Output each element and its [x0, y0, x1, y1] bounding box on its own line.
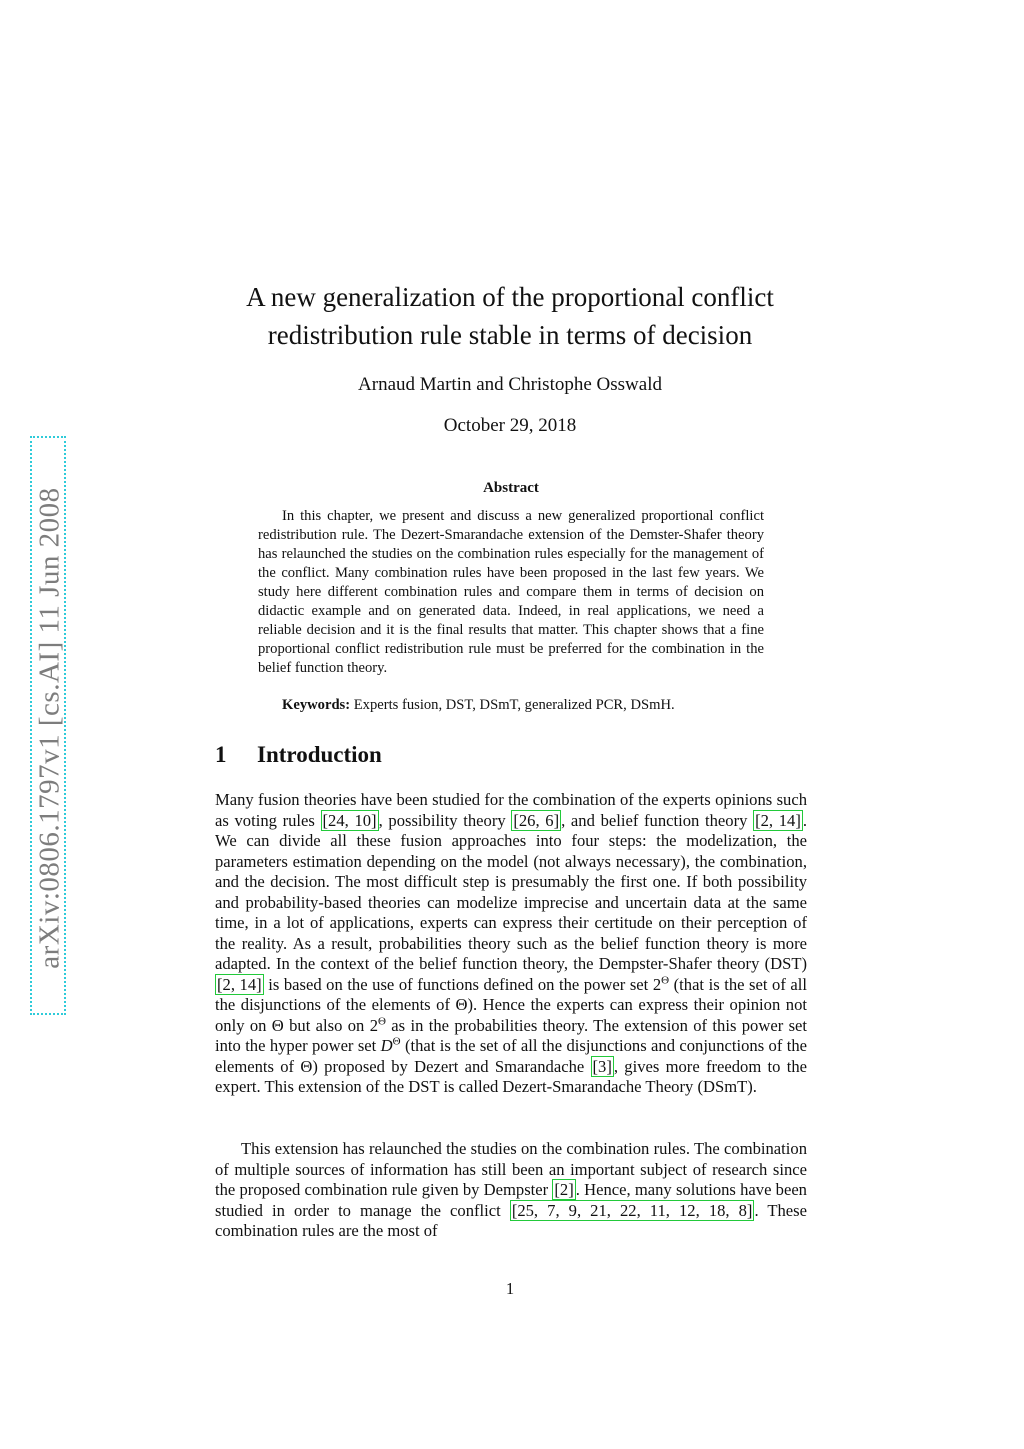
text-run: (that is the set of all the disjunctions of the elements of Θ). Hence the experts can express their opinion not only on Θ but also on 2 — [215, 974, 808, 1035]
text-run: , and belief function theory — [561, 810, 754, 830]
title-line-2: redistribution rule stable in terms of decision — [267, 320, 753, 350]
arxiv-sidebar[interactable] — [30, 436, 66, 1015]
paper-title — [200, 278, 820, 354]
text-run: , possibility theory — [378, 810, 512, 830]
section-heading — [215, 742, 382, 768]
text-run: . We can divide all these fusion approaches into four steps: the modelization, the parameters estimation depending on the model (not always necessary), the combination, and the decision. The most difficult step is presumably the first one. If both possibility and probability-based theories can modelize imprecise and uncertain data at the same time, in a lot of applications, experts can express their certitude on their perception of the reality. As a result, probabilities theory such as the belief function theory is more adapted. In the context of the belief function theory, the Dempster-Shafer theory (DST) — [215, 810, 808, 973]
section-number: 1 — [215, 742, 227, 767]
citation-link[interactable]: [2] — [554, 1180, 574, 1199]
paper-date: October 29, 2018 — [443, 415, 577, 436]
arxiv-identifier: arXiv:0806.1797v1 [cs.AI] 11 Jun 2008 — [33, 487, 66, 969]
citation-link[interactable]: [2, 14] — [217, 974, 262, 994]
text-run: This extension has relaunched the studies on the combination rules. The combination of multiple sources of information has still been an important subject of research since the proposed combination rule given by Dempster — [215, 1139, 807, 1199]
math-symbol: D — [380, 1036, 393, 1055]
keywords-text: Experts fusion, DST, DSmT, generalized PCR, DSmH. — [350, 697, 675, 713]
text-run: Many fusion theories have been studied for the combination of the experts opinions such as voting rules — [215, 790, 807, 830]
citation-link[interactable]: [24, 10] — [322, 810, 377, 830]
abstract-text: In this chapter, we present and discuss a new generalized proportional conflict redistribution rule. The Dezert-Smarandache extension of the Demster-Shafer theory has relaunched the studies on the combination rules especially for the management of the conflict. Many combination rules have been proposed in the last few years. We study here different combination rules and compare them in terms of decision on didactic example and on generated data. Indeed, in real applications, we need a reliable decision and it is the final results that matter. This chapter shows that a fine proportional conflict redistribution rule must be preferred for the combination in the belief function theory. — [258, 508, 764, 676]
text-run: as in the probabilities theory. The extension of this power set into the hyper power set — [215, 1015, 807, 1055]
citation-link[interactable]: [3] — [592, 1056, 612, 1076]
theta-superscript: Θ — [378, 1014, 386, 1027]
text-run: (that is the set of all the disjunctions and conjunctions of the elements of Θ) proposed by Dezert and Smarandache — [215, 1036, 808, 1076]
theta-superscript: Θ — [661, 973, 670, 986]
intro-paragraph-2 — [215, 1139, 807, 1242]
title-line-1: A new generalization of the proportional conflict — [246, 282, 774, 312]
text-run: , gives more freedom to the expert. This extension of the DST is called Dezert-Smarandache Theory (DSmT). — [215, 1056, 807, 1096]
section-title: Introduction — [257, 742, 382, 767]
citation-link[interactable]: [26, 6] — [513, 810, 560, 830]
citation-link[interactable]: [2, 14] — [755, 810, 801, 830]
abstract-heading: Abstract — [483, 480, 539, 496]
intro-paragraph-1 — [215, 790, 807, 1098]
keywords — [258, 696, 764, 715]
theta-superscript: Θ — [392, 1035, 401, 1048]
authors: Arnaud Martin and Christophe Osswald — [358, 374, 662, 395]
citation-link[interactable]: [25, 7, 9, 21, 22, 11, 12, 18, 8] — [511, 1200, 753, 1220]
text-run: . These combination rules are the most of — [215, 1200, 807, 1240]
page-number: 1 — [505, 1279, 515, 1298]
text-run: is based on the use of functions defined on the power set 2 — [263, 974, 662, 994]
keywords-label: Keywords: — [282, 697, 351, 713]
text-run: . Hence, many solutions have been studied in order to manage the conflict — [215, 1180, 807, 1220]
